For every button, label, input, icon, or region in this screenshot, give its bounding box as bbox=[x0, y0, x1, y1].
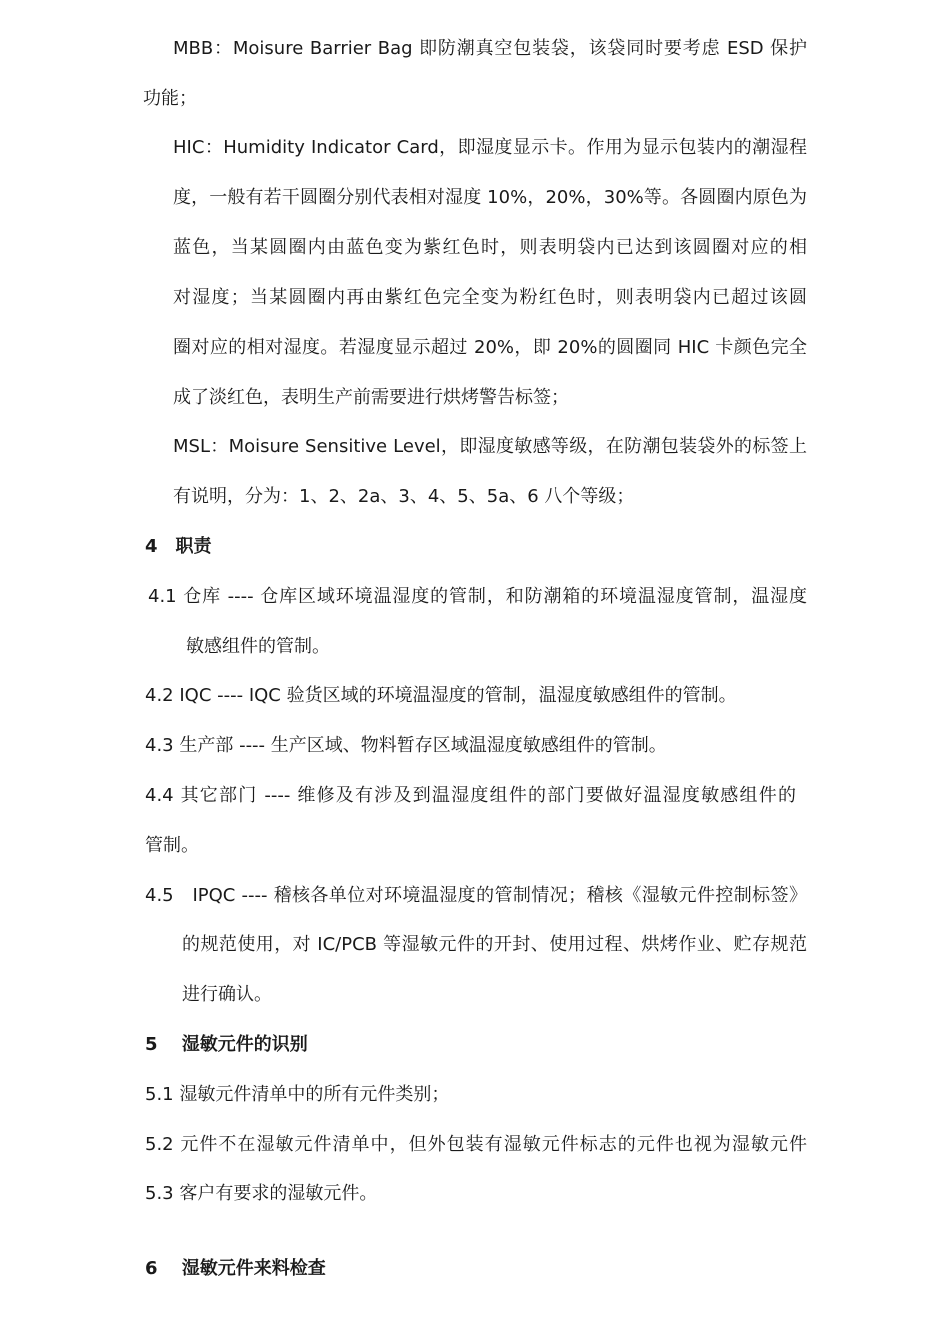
section-6-heading: 6 湿敏元件来料检查 bbox=[145, 1258, 326, 1279]
item-5-1: 5.1 湿敏元件清单中的所有元件类别； bbox=[145, 1084, 450, 1105]
msl-definition-line-1: MSL：Moisure Sensitive Level，即湿度敏感等级，在防潮包装袋外的标签上 bbox=[173, 436, 807, 457]
item-5-3: 5.3 客户有要求的湿敏元件。 bbox=[145, 1183, 378, 1204]
section-4-heading: 4 职责 bbox=[145, 536, 212, 557]
item-4-5-line-1: 4.5 IPQC ---- 稽核各单位对环境温湿度的管制情况；稽核《湿敏元件控制标签》 bbox=[145, 885, 807, 906]
hic-definition-line-5: 圈对应的相对湿度。若湿度显示超过 20%，即 20%的圆圈同 HIC 卡颜色完全 bbox=[173, 337, 807, 358]
item-4-1-line-2: 敏感组件的管制。 bbox=[186, 636, 330, 657]
hic-definition-line-6: 成了淡红色，表明生产前需要进行烘烤警告标签； bbox=[173, 387, 569, 408]
mbb-definition-line-2: 功能； bbox=[143, 88, 197, 109]
hic-definition-line-3: 蓝色，当某圆圈内由蓝色变为紫红色时，则表明袋内已达到该圆圈对应的相 bbox=[173, 237, 807, 258]
item-4-1-line-1: 4.1 仓库 ---- 仓库区域环境温湿度的管制，和防潮箱的环境温湿度管制，温湿度 bbox=[148, 586, 807, 607]
mbb-definition-line-1: MBB：Moisure Barrier Bag 即防潮真空包装袋，该袋同时要考虑 ESD 保护 bbox=[173, 38, 807, 59]
item-4-3: 4.3 生产部 ---- 生产区域、物料暂存区域温湿度敏感组件的管制。 bbox=[145, 735, 667, 756]
item-4-4-line-1: 4.4 其它部门 ---- 维修及有涉及到温湿度组件的部门要做好温湿度敏感组件的 bbox=[145, 785, 796, 806]
item-4-5-line-3: 进行确认。 bbox=[182, 984, 272, 1005]
hic-definition-line-1: HIC：Humidity Indicator Card，即湿度显示卡。作用为显示包装内的潮湿程 bbox=[173, 137, 807, 158]
item-5-2: 5.2 元件不在湿敏元件清单中，但外包装有湿敏元件标志的元件也视为湿敏元件 bbox=[145, 1134, 807, 1155]
item-4-4-line-2: 管制。 bbox=[145, 835, 199, 856]
hic-definition-line-4: 对湿度；当某圆圈内再由紫红色完全变为粉红色时，则表明袋内已超过该圆 bbox=[173, 287, 807, 308]
item-4-5-line-2: 的规范使用，对 IC/PCB 等湿敏元件的开封、使用过程、烘烤作业、贮存规范 bbox=[182, 934, 807, 955]
msl-definition-line-2: 有说明，分为：1、2、2a、3、4、5、5a、6 八个等级； bbox=[173, 486, 635, 507]
item-4-2: 4.2 IQC ---- IQC 验货区域的环境温湿度的管制，温湿度敏感组件的管制。 bbox=[145, 685, 737, 706]
hic-definition-line-2: 度，一般有若干圆圈分别代表相对湿度 10%，20%，30%等。各圆圈内原色为 bbox=[173, 187, 807, 208]
section-5-heading: 5 湿敏元件的识别 bbox=[145, 1034, 308, 1055]
